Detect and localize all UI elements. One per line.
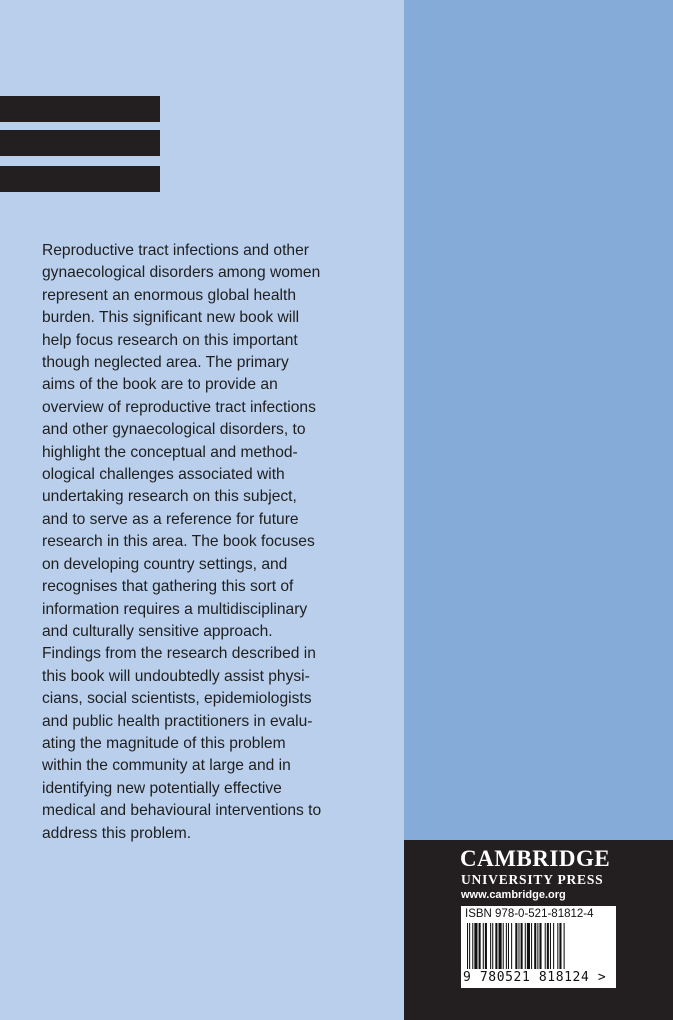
blurb-line: this book will undoubtedly assist physi- [42, 667, 310, 685]
barcode-bar [483, 923, 484, 969]
barcode-bar [553, 923, 554, 969]
barcode-bar [499, 923, 502, 969]
blurb-line: research in this area. The book focuses [42, 533, 315, 551]
barcode-bar [511, 923, 512, 969]
barcode-bar [521, 923, 523, 969]
book-blurb [42, 240, 342, 845]
barcode-bar [474, 923, 477, 969]
barcode-bar [531, 923, 532, 969]
barcode-bar [469, 923, 470, 969]
blurb-line: Reproductive tract infections and other [42, 242, 309, 259]
blurb-line: recognises that gathering this sort of [42, 578, 294, 596]
barcode-icon [465, 923, 611, 971]
back-cover-right-panel [404, 0, 673, 840]
barcode-bar [518, 923, 519, 969]
blurb-line: undertaking research on this subject, [42, 488, 297, 506]
barcode-bar [479, 923, 481, 969]
blurb-line: highlight the conceptual and method- [42, 443, 298, 461]
barcode-bar [508, 923, 509, 969]
blurb-line: and other gynaecological disorders, to [42, 421, 306, 439]
blurb-line: address this problem. [42, 824, 192, 842]
blurb-line: though neglected area. The primary [42, 354, 289, 372]
blurb-line: and to serve as a reference for future [42, 510, 299, 528]
barcode-bar [547, 923, 549, 969]
barcode-bar [485, 923, 487, 969]
barcode-bar [490, 923, 491, 969]
barcode-bar [495, 923, 497, 969]
blurb-line: on developing country settings, and [42, 555, 288, 573]
blurb-line: ating the magnitude of this problem [42, 734, 286, 752]
barcode-bar [506, 923, 507, 969]
publisher-subname: UNIVERSITY PRESS [461, 872, 604, 887]
blurb-line: help focus research on this important [42, 331, 298, 349]
blurb-line: cians, social scientists, epidemiologists [42, 690, 312, 708]
publisher-url: www.cambridge.org [461, 889, 566, 901]
blurb-line: and culturally sensitive approach. [42, 622, 273, 640]
blurb-line: ological challenges associated with [42, 466, 285, 484]
barcode-bar [492, 923, 493, 969]
blurb-line: medical and behavioural interventions to [42, 802, 322, 820]
blurb-line: within the community at large and in [42, 757, 291, 775]
blurb-line: aims of the book are to provide an [42, 376, 278, 394]
barcode-bar [472, 923, 473, 969]
decorative-bar-middle [0, 130, 160, 156]
decorative-bar-top [0, 96, 160, 122]
barcode-bar [503, 923, 504, 969]
blurb-line: burden. This significant new book will [42, 309, 300, 327]
barcode-bar [545, 923, 546, 969]
blurb-line: and public health practitioners in evalu- [42, 712, 313, 730]
barcode-bar [550, 923, 551, 969]
blurb-line: gynaecological disorders among women [42, 264, 321, 282]
barcode-bar [557, 923, 558, 969]
blurb-line: represent an enormous global health [42, 286, 296, 304]
isbn-label: ISBN 978-0-521-81812-4 [465, 908, 594, 920]
barcode-bar [537, 923, 538, 969]
barcode-bar [559, 923, 561, 969]
barcode-bar [564, 923, 565, 969]
blurb-line: identifying new potentially effective [42, 779, 282, 797]
barcode-bar [467, 923, 468, 969]
barcode-bar [539, 923, 541, 969]
blurb-line: Findings from the research described in [42, 645, 316, 663]
barcode-bar [534, 923, 536, 969]
barcode-bar [515, 923, 517, 969]
decorative-bar-bottom [0, 166, 160, 192]
barcode-bar [525, 923, 526, 969]
barcode-box [461, 906, 616, 988]
barcode-bar [527, 923, 530, 969]
blurb-line: overview of reproductive tract infections [42, 398, 316, 416]
ean-digits: 9 780521 818124 > [463, 970, 607, 985]
publisher-name: CAMBRIDGE [460, 846, 611, 871]
blurb-line: information requires a multidisciplinary [42, 600, 308, 618]
